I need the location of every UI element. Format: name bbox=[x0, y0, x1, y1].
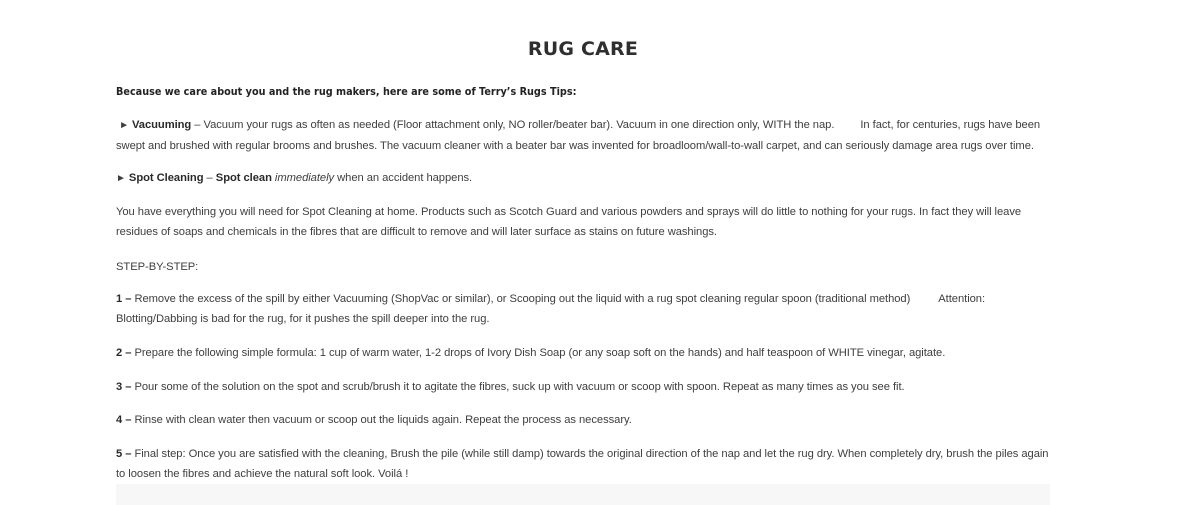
step-text-b: Attention: Blotting/Dabbing is bad for the rug, for it pushes the spill deeper into the rug. bbox=[116, 293, 986, 325]
intro-text: Because we care about you and the rug makers, here are some of Terry’s Rugs Tips: bbox=[116, 85, 577, 98]
arrow-right-icon: ► bbox=[116, 173, 126, 184]
step-number: 4 – bbox=[116, 414, 132, 426]
arrow-right-icon: ► bbox=[119, 120, 129, 131]
step-text: Rinse with clean water then vacuum or scoop out the liquids again. Repeat the process as necessary. bbox=[131, 414, 632, 426]
step-text: Prepare the following simple formula: 1 cup of warm water, 1-2 drops of Ivory Dish Soap (or any soap soft on the hands) and half teaspoon of WHITE vinegar, agitate. bbox=[131, 347, 946, 359]
steps-heading: STEP-BY-STEP: bbox=[116, 261, 199, 273]
spot-clean-label: Spot clean bbox=[215, 172, 272, 184]
step-number: 5 – bbox=[116, 448, 132, 460]
home-paragraph: You have everything you will need for Spot Cleaning at home. Products such as Scotch Guard and various powders and sprays will do little to nothing for your rugs. In fact they will leave residues of soaps and chemicals in the fibres that are difficult to remove and will later surface as stains on future washings. bbox=[116, 206, 1022, 238]
step-text: Remove the excess of the spill by either Vacuuming (ShopVac or similar), or Scooping out the liquid with a rug spot cleaning regular spoon (traditional method) bbox=[131, 293, 911, 305]
spot-emphasis: immediately bbox=[274, 172, 335, 184]
footer-bar bbox=[116, 484, 1050, 505]
step-text: Final step: Once you are satisfied with the cleaning, Brush the pile (while still damp) towards the original direction of the nap and let the rug dry. When completely dry, brush the piles again to loosen the fibres and achieve the natural soft look. Voilá ! bbox=[116, 448, 1049, 480]
spot-cleaning-paragraph bbox=[116, 168, 1056, 189]
step-number: 3 – bbox=[116, 381, 132, 393]
vacuuming-label: Vacuuming bbox=[131, 119, 192, 131]
step-5 bbox=[116, 444, 1056, 484]
spot-rest: when an accident happens. bbox=[334, 172, 473, 184]
vacuuming-paragraph bbox=[116, 115, 1056, 156]
step-1 bbox=[116, 289, 1056, 329]
vacuuming-text-a: – Vacuum your rugs as often as needed (Floor attachment only, NO roller/beater bar). Vacuum in one direction only, WITH the nap. bbox=[191, 119, 835, 131]
spot-cleaning-label: Spot Cleaning bbox=[128, 172, 204, 184]
step-4 bbox=[116, 410, 1056, 430]
step-2 bbox=[116, 343, 1056, 363]
step-number: 1 – bbox=[116, 293, 132, 305]
step-number: 2 – bbox=[116, 347, 132, 359]
page-title: RUG CARE bbox=[527, 38, 639, 60]
step-text: Pour some of the solution on the spot and scrub/brush it to agitate the fibres, suck up with vacuum or scoop with spoon. Repeat as many times as you see fit. bbox=[131, 381, 905, 393]
vacuuming-text-b: In fact, for centuries, rugs have been swept and brushed with regular brooms and brushes. The vacuum cleaner with a beater bar was invented for broadloom/wall-to-wall carpet, and can seriously damage area rugs over time. bbox=[116, 119, 1041, 152]
step-3 bbox=[116, 377, 1056, 397]
spot-dash: – bbox=[203, 172, 216, 184]
